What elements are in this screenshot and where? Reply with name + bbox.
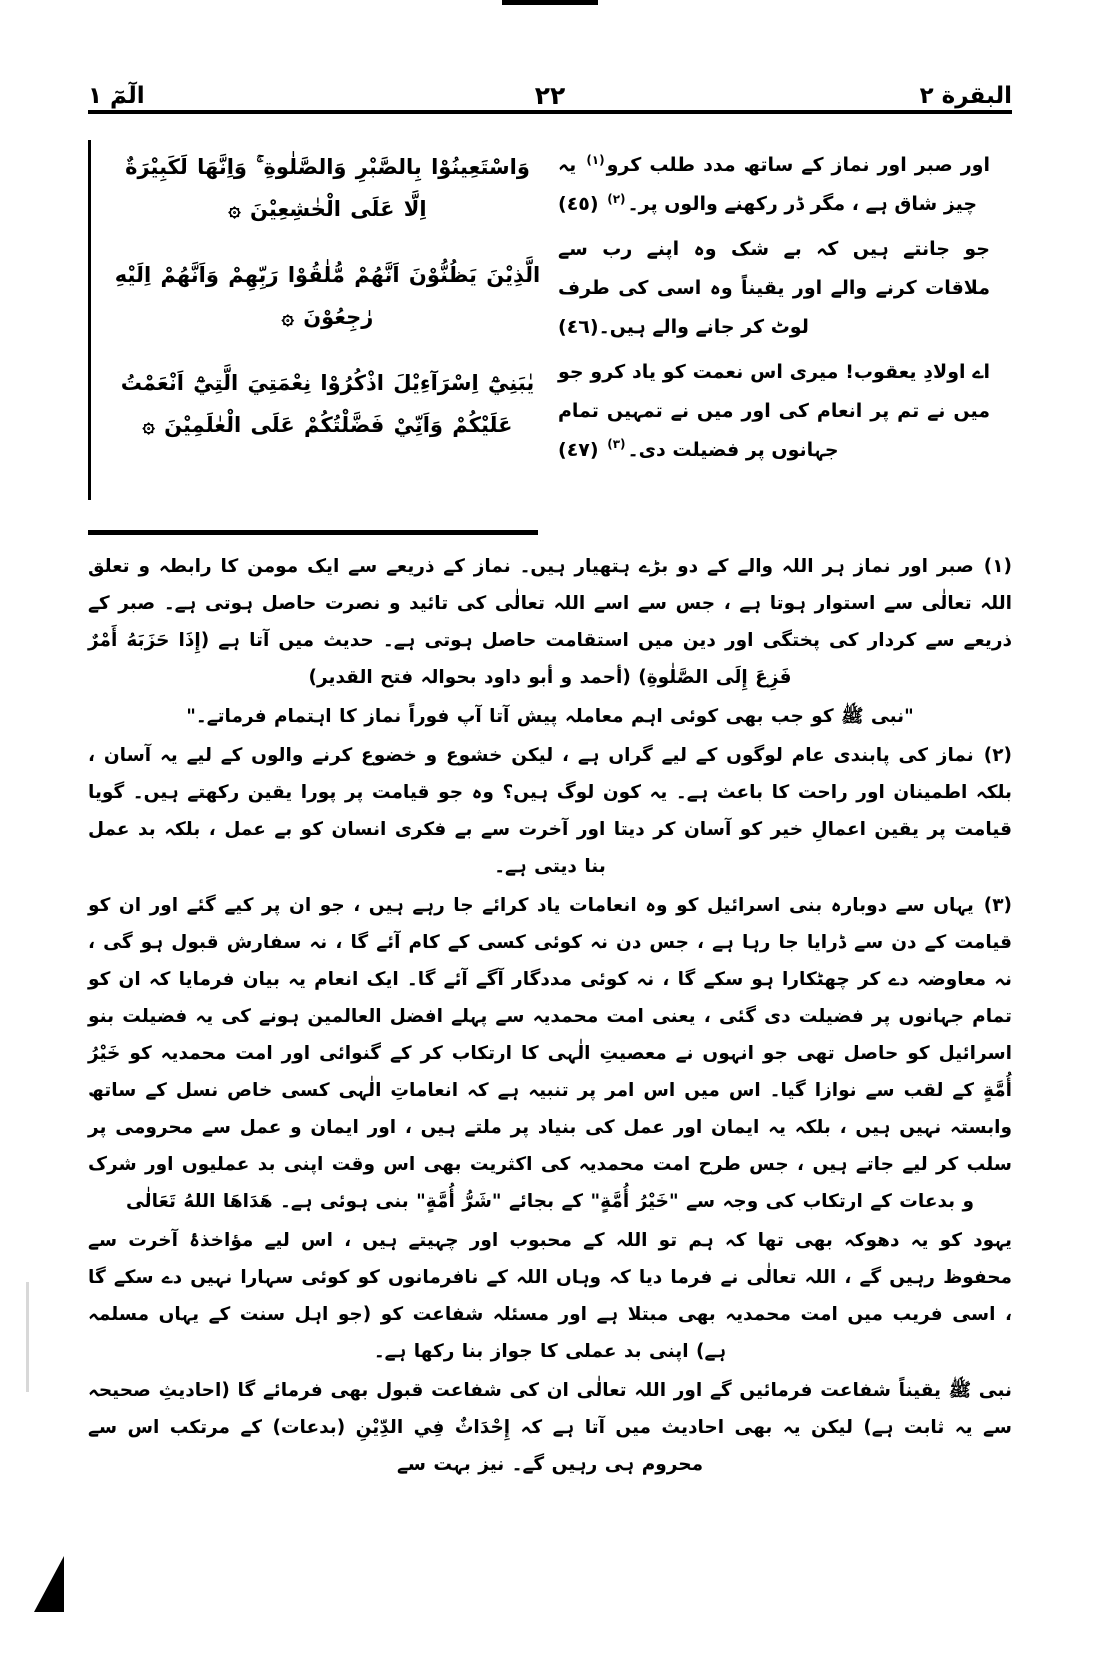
- footnote-ref-3: (٣): [607, 437, 626, 452]
- footnote-3-marker: (٣): [983, 895, 1012, 916]
- urdu-verse-46: [558, 230, 990, 347]
- commentary-section: [88, 548, 1012, 1485]
- footnote-2-text: نماز کی پابندی عام لوگوں کے لیے گراں ہے ، لیکن خشوع و خضوع کرنے والوں کے لیے یہ آسان ، بلکہ اطمینان اور راحت کا باعث ہے۔ یہ کون لوگ ہیں؟ وہ جو قیامت پر پورا یقین رکھتے ہیں۔ گویا قیامت پر یقین اعمالِ خیر کو آسان کر دیتا اور آخرت سے بے فکری انسان کو بے عمل ، بلکہ بد عمل بنا دیتی ہے۔: [88, 745, 1012, 877]
- footnote-3-para-3: [88, 1372, 1012, 1483]
- footnote-1-quote: [88, 698, 1012, 735]
- commentary-divider: [88, 530, 538, 535]
- footnote-3: [88, 887, 1012, 1220]
- urdu-translation-column: [550, 140, 1012, 500]
- verse-number-46: (٤٦): [558, 315, 599, 338]
- footnote-1-marker: (١): [983, 556, 1012, 577]
- verse-block: [88, 140, 1012, 500]
- urdu-verse-47: [558, 353, 990, 470]
- footnote-ref-1: (١): [586, 152, 605, 167]
- page-header: [88, 62, 1012, 108]
- header-divider: [88, 110, 1012, 114]
- arabic-quran-column: [88, 140, 550, 500]
- footnote-2: [88, 737, 1012, 885]
- footnote-3-para-3-text: نبی ﷺ یقیناً شفاعت فرمائیں گے اور اللہ تعالٰی ان کی شفاعت قبول بھی فرمائے گا (احادیثِ صحیحہ سے یہ ثابت ہے) لیکن یہ بھی احادیث میں آتا ہے کہ إِحْدَاثٌ فِي الدِّيْنِ (بدعات) کے مرتکب اس سے محروم ہی رہیں گے۔ نیز بہت سے: [88, 1380, 1012, 1475]
- header-surah-label: البقرة ٢: [919, 83, 1012, 109]
- urdu-text: اور صبر اور نماز کے ساتھ مدد طلب کرو: [606, 154, 990, 176]
- verse-number-47: (٤٧): [558, 438, 599, 461]
- footnote-3-para-2: [88, 1222, 1012, 1370]
- urdu-text-cont: یہ چیز شاق ہے ، مگر ڈر رکھنے والوں پر۔: [558, 154, 978, 215]
- footnote-3-text: یہاں سے دوبارہ بنی اسرائیل کو وہ انعامات یاد کرائے جا رہے ہیں ، جو ان پر کیے گئے اور ان کو قیامت کے دن سے ڈرایا جا رہا ہے ، جس دن نہ کوئی کسی کے کام آئے گا ، نہ سفارش قبول ہو گی ، نہ معاوضہ دے کر چھٹکارا ہو سکے گا ، نہ کوئی مددگار آگے آئے گا۔ ایک انعام یہ بیان فرمایا کہ ان کو تمام جہانوں پر فضیلت دی گئی ، یعنی امت محمدیہ سے پہلے افضل العالمین ہونے کی یہ فضیلت بنو اسرائیل کو حاصل تھی جو انہوں نے معصیتِ الٰہی کا ارتکاب کر کے گنوائی اور امت محمدیہ کو خَيْرُ أُمَّةٍ کے لقب سے نوازا گیا۔ اس میں اس امر پر تنبیہ ہے کہ انعاماتِ الٰہی کسی خاص نسل کے ساتھ وابستہ نہیں ہیں ، بلکہ یہ ایمان اور عمل کی بنیاد پر ملتے ہیں ، اور ایمان و عمل سے محرومی پر سلب کر لیے جاتے ہیں ، جس طرح امت محمدیہ کی اکثریت بھی اس وقت اپنی بد عملیوں اور شرک و بدعات کے ارتکاب کی وجہ سے "خَيْرُ أُمَّةٍ" کے بجائے "شَرُّ أُمَّةٍ" بنی ہوئی ہے۔ هَدَاهَا اللهُ تَعَالٰى: [88, 895, 1012, 1212]
- footnote-3-para-2-text: یہود کو یہ دھوکہ بھی تھا کہ ہم تو اللہ کے محبوب اور چہیتے ہیں ، اس لیے مؤاخذۂ آخرت سے محفوظ رہیں گے ، اللہ تعالٰی نے فرما دیا کہ وہاں اللہ کے نافرمانوں کو کوئی سہارا نہیں دے سکے گا ، اسی فریب میں امت محمدیہ بھی مبتلا ہے اور مسئلہ شفاعت کو (جو اہل سنت کے یہاں مسلمہ ہے) اپنی بد عملی کا جواز بنا رکھا ہے۔: [88, 1230, 1012, 1362]
- page-corner-mark: [34, 1556, 64, 1612]
- page-spine-mark: [26, 1282, 29, 1392]
- ayah-46: الَّذِيْنَ يَظُنُّوْنَ اَنَّهُمْ مُّلٰقُوْا رَبِّهِمْ وَاَنَّهُمْ اِلَيْهِ رٰجِعُوْنَ ۞: [114, 263, 541, 329]
- footnote-1: [88, 548, 1012, 696]
- page-number: ٢٢: [534, 81, 566, 110]
- ayah-45: وَاسْتَعِينُوْا بِالصَّبْرِ وَالصَّلٰوةِ ۚ وَاِنَّهَا لَكَبِيْرَةٌ اِلَّا عَلَى الْخٰشِعِيْنَ ۞: [125, 155, 530, 221]
- verse-number-45: (٤٥): [558, 192, 599, 215]
- ayah-47: يٰبَنِيْٓ اِسْرَآءِيْلَ اذْكُرُوْا نِعْمَتِيَ الَّتِيْٓ اَنْعَمْتُ عَلَيْكُمْ وَاَنِّيْ فَضَّلْتُكُمْ عَلَى الْعٰلَمِيْنَ ۞: [120, 371, 535, 437]
- urdu-text: جو جانتے ہیں کہ بے شک وہ اپنے رب سے ملاقات کرنے والے اور یقیناً وہ اسی کی طرف لوٹ کر جانے والے ہیں۔: [558, 237, 990, 338]
- footnote-2-marker: (٢): [983, 745, 1012, 766]
- urdu-text: اے اولادِ یعقوب! میری اس نعمت کو یاد کرو جو میں نے تم پر انعام کی اور میں نے تمہیں تمام جہانوں پر فضیلت دی۔: [558, 360, 990, 461]
- footnote-1-quote-text: "نبی ﷺ کو جب بھی کوئی اہم معاملہ پیش آتا آپ فوراً نماز کا اہتمام فرماتے۔": [186, 706, 914, 727]
- urdu-verse-45: [558, 146, 990, 224]
- top-edge-mark: [502, 0, 598, 5]
- header-juz-label: الٓمٓ ١: [88, 83, 145, 109]
- footnote-ref-2: (٢): [607, 191, 626, 206]
- footnote-1-text: صبر اور نماز ہر اللہ والے کے دو بڑے ہتھیار ہیں۔ نماز کے ذریعے سے ایک مومن کا رابطہ و تعلق اللہ تعالٰی سے استوار ہوتا ہے ، جس سے اسے اللہ تعالٰی کی تائید و نصرت حاصل ہوتی ہے۔ صبر کے ذریعے سے کردار کی پختگی اور دین میں استقامت حاصل ہوتی ہے۔ حدیث میں آتا ہے (إِذَا حَزَبَهُ أَمْرٌ فَزِعَ إِلَى الصَّلٰوةِ) (أحمد و أبو داود بحوالہ فتح القدیر): [88, 556, 1012, 688]
